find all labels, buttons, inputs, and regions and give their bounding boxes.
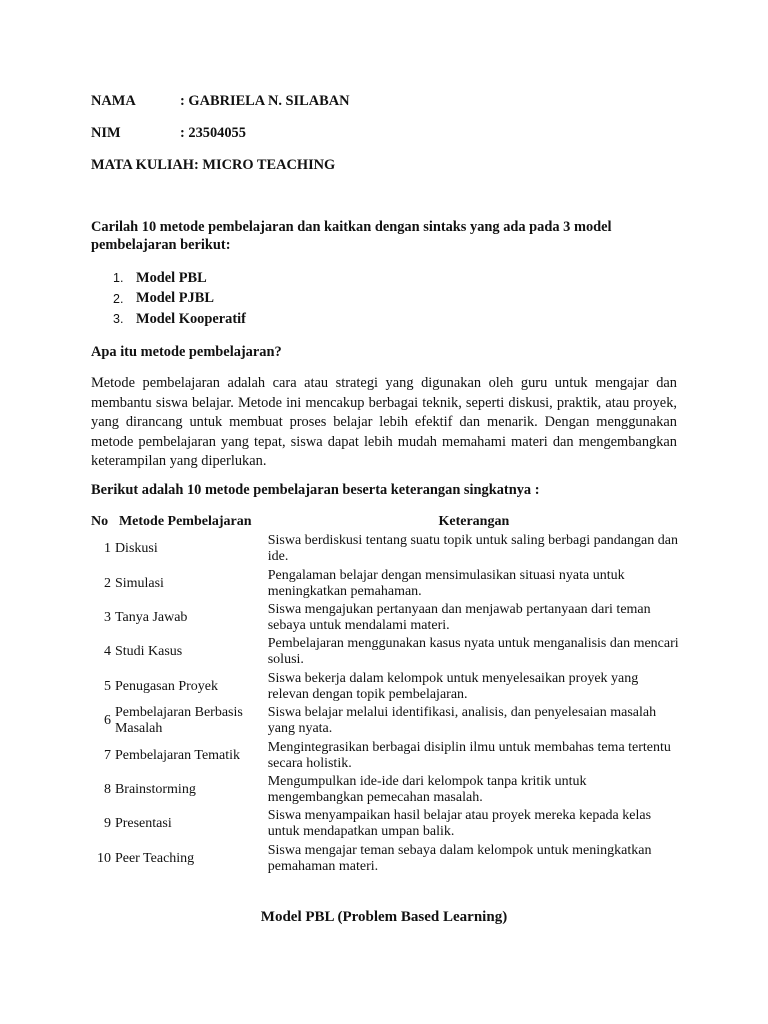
table-row — [88, 601, 680, 635]
course-line: MATA KULIAH: MICRO TEACHING — [91, 157, 336, 173]
row-method: Presentasi — [114, 816, 172, 832]
list-item-label: Model Kooperatif — [136, 310, 246, 327]
nim-value: : 23504055 — [180, 125, 246, 141]
row-method: Pembelajaran Tematik — [114, 747, 241, 763]
model-list — [91, 268, 246, 330]
list-number: 1. — [113, 271, 124, 286]
table-header-row — [88, 512, 680, 532]
table-row — [88, 532, 680, 566]
definition-paragraph: Metode pembelajaran adalah cara atau strategi yang digunakan oleh guru untuk mengajar dan membantu siswa belajar. Metode ini mencakup berbagai teknik, seperti diskusi, praktik, atau proyek, yang dirancang untuk membuat proses belajar lebih efektif dan menarik. Dengan menggunakan metode pembelajaran yang tepat, siswa dapat lebih mudah memahami materi dan mengembangkan keterampilan yang diperlukan. — [91, 375, 677, 469]
row-number: 8 — [103, 781, 111, 797]
list-number: 2. — [113, 291, 124, 306]
list-item-label: Model PJBL — [136, 290, 214, 307]
row-number: 2 — [103, 575, 111, 591]
list-item-label: Model PBL — [136, 269, 207, 286]
task-instruction: Carilah 10 metode pembelajaran dan kaitkan dengan sintaks yang ada pada 3 model pembelajaran berikut: — [91, 219, 612, 253]
row-method: Pembelajaran Berbasis Masalah — [114, 705, 243, 737]
table-row — [88, 842, 680, 876]
nim-label: NIM — [91, 125, 121, 141]
methods-table — [88, 512, 680, 876]
list-item — [91, 309, 246, 330]
row-method: Studi Kasus — [114, 644, 183, 660]
row-number: 4 — [103, 644, 111, 660]
row-description: Pengalaman belajar dengan mensimulasikan situasi nyata untuk meningkatkan pemahaman. — [267, 567, 625, 599]
row-method: Penugasan Proyek — [114, 678, 218, 694]
row-description: Siswa belajar melalui identifikasi, analisis, dan penyelesaian masalah yang nyata. — [267, 705, 657, 737]
row-number: 10 — [96, 850, 111, 866]
row-description: Siswa berdiskusi tentang suatu topik untuk saling berbagi pandangan dan ide. — [267, 533, 678, 565]
row-description: Mengintegrasikan berbagai disiplin ilmu untuk membahas tema tertentu secara holistik. — [267, 739, 671, 771]
header-method: Metode Pembelajaran — [118, 514, 252, 529]
row-method: Tanya Jawab — [114, 609, 188, 625]
name-label: NAMA — [91, 93, 136, 109]
section-title: Model PBL (Problem Based Learning) — [260, 909, 508, 925]
table-row — [88, 670, 680, 704]
row-description: Siswa mengajukan pertanyaan dan menjawab pertanyaan dari teman sebaya untuk mendalami materi. — [267, 601, 651, 633]
row-description: Siswa mengajar teman sebaya dalam kelompok untuk meningkatkan pemahaman materi. — [267, 842, 652, 874]
row-number: 9 — [103, 816, 111, 832]
row-number: 5 — [103, 678, 111, 694]
header-no: No — [91, 514, 109, 529]
name-value: : GABRIELA N. SILABAN — [180, 93, 350, 109]
table-row — [88, 566, 680, 600]
header-description: Keterangan — [438, 514, 510, 529]
row-method: Simulasi — [114, 575, 164, 591]
row-number: 1 — [103, 541, 111, 557]
row-method: Diskusi — [114, 541, 158, 557]
row-description: Mengumpulkan ide-ide dari kelompok tanpa kritik untuk mengembangkan pemecahan masalah. — [267, 773, 587, 805]
list-item — [91, 289, 246, 310]
row-number: 6 — [103, 713, 111, 729]
row-number: 7 — [103, 747, 111, 763]
list-intro: Berikut adalah 10 metode pembelajaran beserta keterangan singkatnya : — [91, 482, 540, 498]
table-row — [88, 635, 680, 669]
list-number: 3. — [113, 312, 124, 327]
table-row — [88, 807, 680, 841]
table-row — [88, 738, 680, 772]
question-heading: Apa itu metode pembelajaran? — [91, 344, 282, 360]
row-description: Pembelajaran menggunakan kasus nyata untuk menganalisis dan mencari solusi. — [267, 636, 679, 668]
table-row — [88, 704, 680, 738]
row-description: Siswa bekerja dalam kelompok untuk menyelesaikan proyek yang relevan dengan topik pembelajaran. — [267, 670, 639, 702]
row-method: Brainstorming — [114, 781, 196, 797]
row-description: Siswa menyampaikan hasil belajar atau proyek mereka kepada kelas untuk mendapatkan umpan balik. — [267, 808, 652, 840]
row-number: 3 — [103, 609, 111, 625]
table-row — [88, 773, 680, 807]
list-item — [91, 268, 246, 289]
row-method: Peer Teaching — [114, 850, 195, 866]
